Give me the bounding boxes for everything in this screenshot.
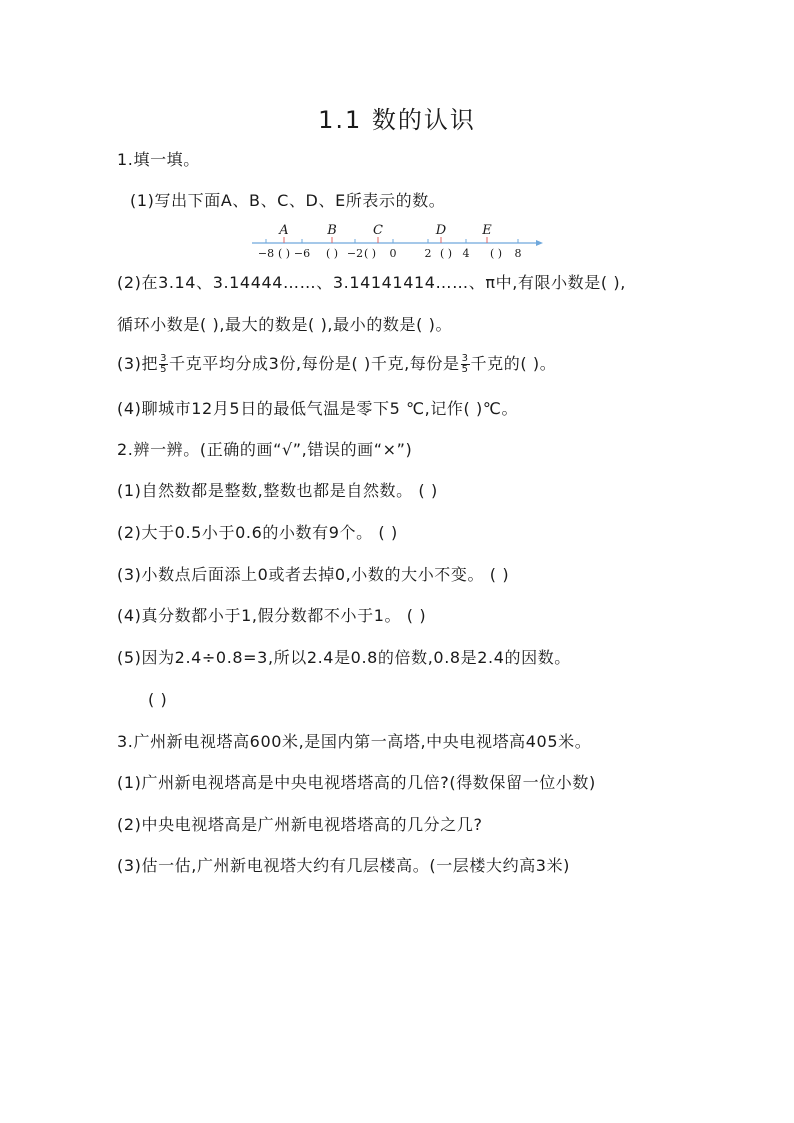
page-title: 1.1 数的认识 <box>318 106 476 134</box>
q1-part2-line2: 循环小数是( ),最大的数是( ),最小的数是( )。 <box>117 315 453 334</box>
number-line-letter: D <box>435 223 447 238</box>
q2-heading: 2.辨一辨。(正确的画“√”,错误的画“×”) <box>117 440 413 459</box>
number-line-label: −8 <box>257 247 275 260</box>
fraction-numerator: 3 <box>160 353 168 364</box>
q2-item-1: (1)自然数都是整数,整数也都是自然数。 ( ) <box>117 481 438 500</box>
q2-item-5: (5)因为2.4÷0.8=3,所以2.4是0.8的倍数,0.8是2.4的因数。 <box>117 648 571 667</box>
q2-item-5-blank: ( ) <box>148 690 168 709</box>
fraction-denominator: 5 <box>461 364 469 375</box>
number-line-letter: A <box>279 223 289 238</box>
fraction-three-fifths <box>159 354 168 375</box>
number-line <box>250 221 550 261</box>
fraction-numerator: 3 <box>461 353 469 364</box>
fraction-denominator: 5 <box>160 364 168 375</box>
number-line-label: 0 <box>389 247 397 260</box>
number-line-label: 2 <box>424 247 432 260</box>
q1-part3-pre: (3)把 <box>117 354 159 373</box>
q1-part3-mid: 千克平均分成3份,每份是( )千克,每份是 <box>169 354 460 373</box>
q1-part3 <box>117 352 556 376</box>
number-line-label: ( ) <box>277 247 291 260</box>
q3-item-3: (3)估一估,广州新电视塔大约有几层楼高。(一层楼大约高3米) <box>117 856 571 875</box>
number-line-letter: B <box>327 223 337 238</box>
number-line-letter: E <box>482 223 492 238</box>
fraction-three-fifths-2 <box>461 354 470 375</box>
q3-item-1: (1)广州新电视塔高是中央电视塔塔高的几倍?(得数保留一位小数) <box>117 773 596 792</box>
number-line-label: −6 <box>293 247 311 260</box>
q1-part2-line1: (2)在3.14、3.14444……、3.14141414……、π中,有限小数是( ), <box>117 273 626 292</box>
number-line-label: 8 <box>514 247 522 260</box>
q1-part4: (4)聊城市12月5日的最低气温是零下5 ℃,记作( )℃。 <box>117 399 519 418</box>
q2-item-3: (3)小数点后面添上0或者去掉0,小数的大小不变。 ( ) <box>117 565 510 584</box>
number-line-label: ( ) <box>325 247 339 260</box>
number-line-label: −2 <box>346 247 364 260</box>
q1-part1: (1)写出下面A、B、C、D、E所表示的数。 <box>130 191 446 210</box>
q1-part3-post: 千克的( )。 <box>470 354 557 373</box>
q3-heading: 3.广州新电视塔高600米,是国内第一高塔,中央电视塔高405米。 <box>117 732 592 751</box>
number-line-label: 4 <box>462 247 470 260</box>
number-line-arrow <box>536 240 543 246</box>
q2-item-4: (4)真分数都小于1,假分数都不小于1。 ( ) <box>117 606 427 625</box>
number-line-label: ( ) <box>363 247 377 260</box>
number-line-label: ( ) <box>439 247 453 260</box>
q3-item-2: (2)中央电视塔高是广州新电视塔塔高的几分之几? <box>117 815 483 834</box>
number-line-letter: C <box>373 223 383 238</box>
number-line-label: ( ) <box>489 247 503 260</box>
q2-item-2: (2)大于0.5小于0.6的小数有9个。 ( ) <box>117 523 398 542</box>
q1-heading: 1.填一填。 <box>117 150 200 169</box>
